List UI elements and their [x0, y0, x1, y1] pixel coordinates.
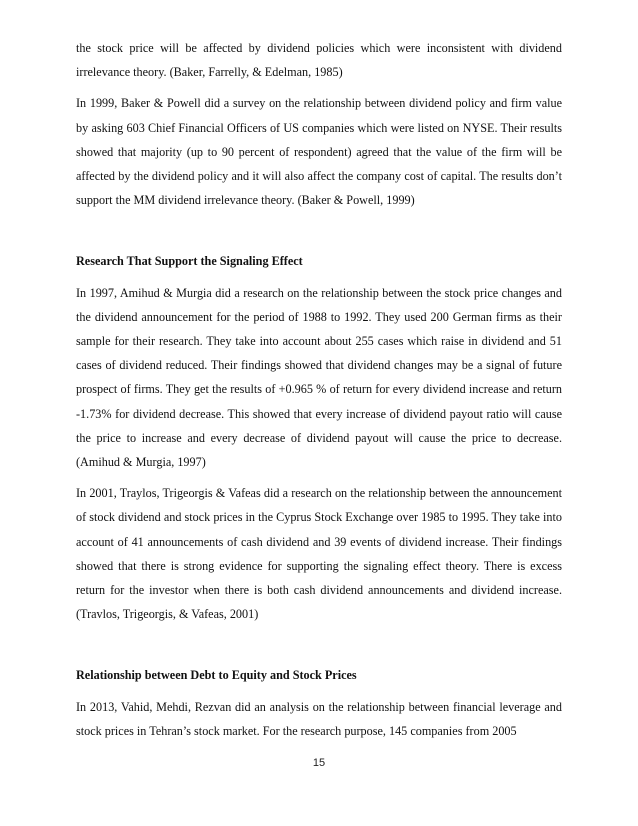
section-heading-debt-equity: Relationship between Debt to Equity and Stock Prices: [76, 668, 357, 683]
page-number: 15: [312, 757, 326, 769]
paragraph-amihud-murgia: In 1997, Amihud & Murgia did a research on the relationship between the stock price changes and the dividend announcement for the period of 1988 to 1992. They used 200 German firms as their sample for their research. They take into account about 255 cases which raise in dividend and 51 cases of dividend reduced. Their findings showed that dividend changes may be a signal of future prospect of firms. They get the results of +0.965 % of return for every dividend increase and return -1.73% for dividend decrease. This showed that every increase of dividend payout ratio will cause the price to increase and every decrease of dividend payout will cause the price to decrease. (Amihud & Murgia, 1997): [76, 285, 562, 470]
paragraph-vahid: In 2013, Vahid, Mehdi, Rezvan did an analysis on the relationship between financial leverage and stock prices in Tehran’s stock market. For the research purpose, 145 companies from 2005: [76, 699, 562, 738]
section-spacer: [76, 626, 562, 663]
paragraph-traylos: In 2001, Traylos, Trigeorgis & Vafeas did a research on the relationship between the announcement of stock dividend and stock prices in the Cyprus Stock Exchange over 1985 to 1995. They take into account of 41 announcements of cash dividend and 39 events of dividend increase. Their findings showed that there is strong evidence for supporting the signaling effect theory. There is excess return for the investor when there is both cash dividend announcements and dividend increase. (Travlos, Trigeorgis, & Vafeas, 2001): [76, 486, 562, 622]
heading-spacer: [76, 688, 562, 695]
section-heading-signaling: Research That Support the Signaling Effect: [76, 254, 303, 269]
paragraph-baker-powell: In 1999, Baker & Powell did a survey on the relationship between dividend policy and firm value by asking 603 Chief Financial Officers of US companies which were listed on NYSE. Their results showed that majority (up to 90 percent of respondent) agreed that the value of the firm will be affected by the dividend policy and it will also affect the company cost of capital. The results don’t support the MM dividend irrelevance theory. (Baker & Powell, 1999): [76, 96, 562, 208]
heading-spacer: [76, 274, 562, 281]
document-page: [76, 36, 562, 743]
section-spacer: [76, 212, 562, 249]
paragraph-continuation: the stock price will be affected by dividend policies which were inconsistent with dividend irrelevance theory. (Baker, Farrelly, & Edelman, 1985): [76, 41, 562, 80]
